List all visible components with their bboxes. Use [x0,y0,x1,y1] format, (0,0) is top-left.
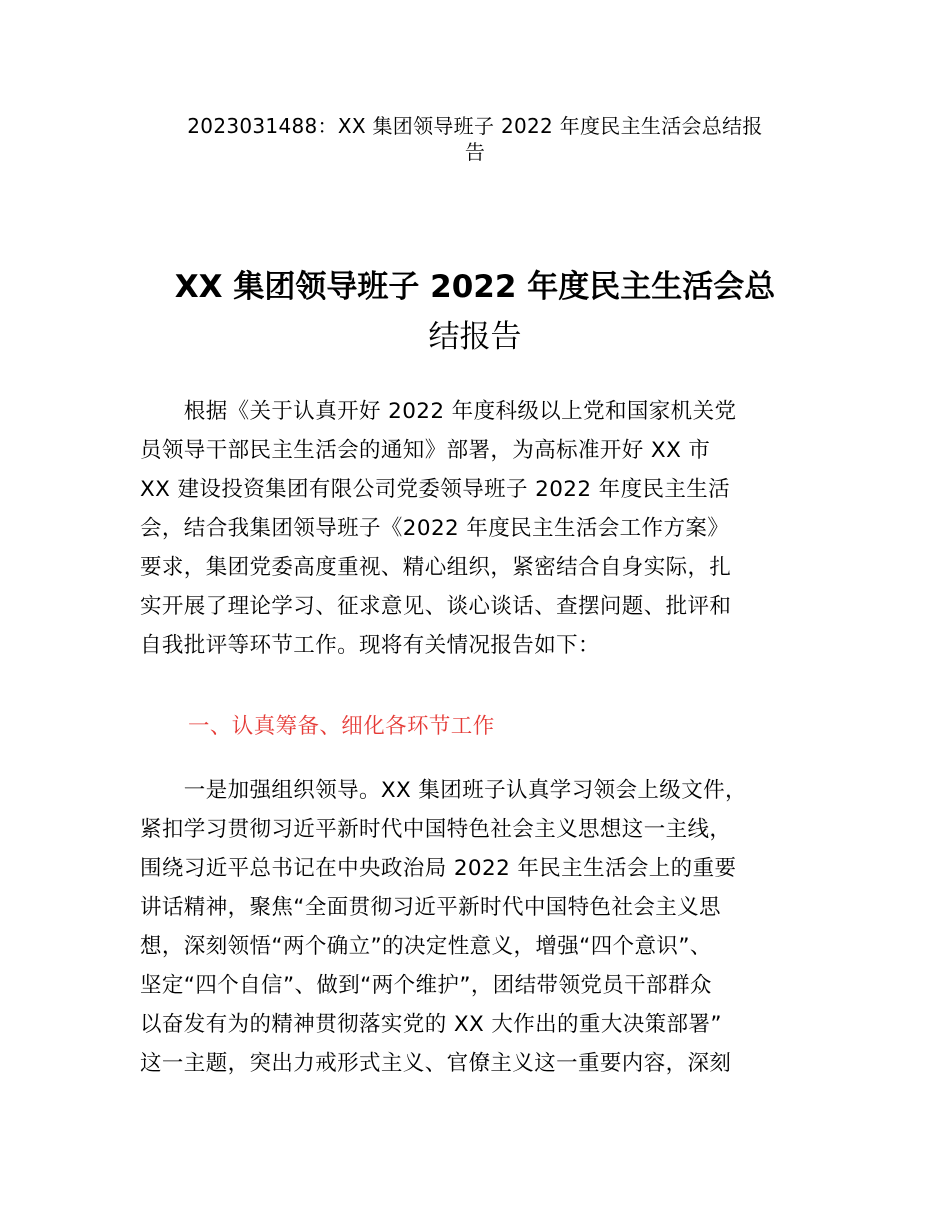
text-line: 要求，集团党委高度重视、精心组织，紧密结合自身实际，扎 [140,555,732,580]
document-title-line-1: XX 集团领导班子 2022 年度民主生活会总 [174,269,776,305]
text-line: 一是加强组织领导。XX 集团班子认真学习领会上级文件， [140,778,747,803]
document-title [140,262,810,362]
text-line: 员领导干部民主生活会的通知》部署，为高标准开好 XX 市 [140,438,711,463]
file-header-line-2: 告 [464,140,486,164]
paragraph-organization [140,771,825,1083]
file-header-title [140,113,810,165]
text-line: 想，深刻领悟“两个确立”的决定性意义，增强“四个意识”、 [140,934,712,959]
text-line: XX 建设投资集团有限公司党委领导班子 2022 年度民主生活 [140,477,731,502]
text-line: 会，结合我集团领导班子《2022 年度民主生活会工作方案》 [140,516,730,541]
section-heading-1: 一、认真筹备、细化各环节工作 [188,714,495,739]
text-line: 讲话精神，聚焦“全面贯彻习近平新时代中国特色社会主义思 [140,895,721,920]
text-line: 实开展了理论学习、征求意见、谈心谈话、查摆问题、批评和 [140,594,732,619]
document-title-line-2: 结报告 [428,319,522,355]
paragraph-intro [140,392,825,665]
text-line: 围绕习近平总书记在中央政治局 2022 年民主生活会上的重要 [140,856,737,881]
text-line: 紧扣学习贯彻习近平新时代中国特色社会主义思想这一主线， [140,817,732,842]
text-line: 这一主题，突出力戒形式主义、官僚主义这一重要内容，深刻 [140,1051,732,1076]
text-line: 根据《关于认真开好 2022 年度科级以上党和国家机关党 [140,399,737,424]
text-line: 以奋发有为的精神贯彻落实党的 XX 大作出的重大决策部署” [140,1012,722,1037]
text-line: 自我批评等环节工作。现将有关情况报告如下： [140,633,600,658]
text-line: 坚定“四个自信”、做到“两个维护”，团结带领党员干部群众 [140,973,712,998]
file-header-line-1: 2023031488：XX 集团领导班子 2022 年度民主生活会总结报 [187,114,763,138]
